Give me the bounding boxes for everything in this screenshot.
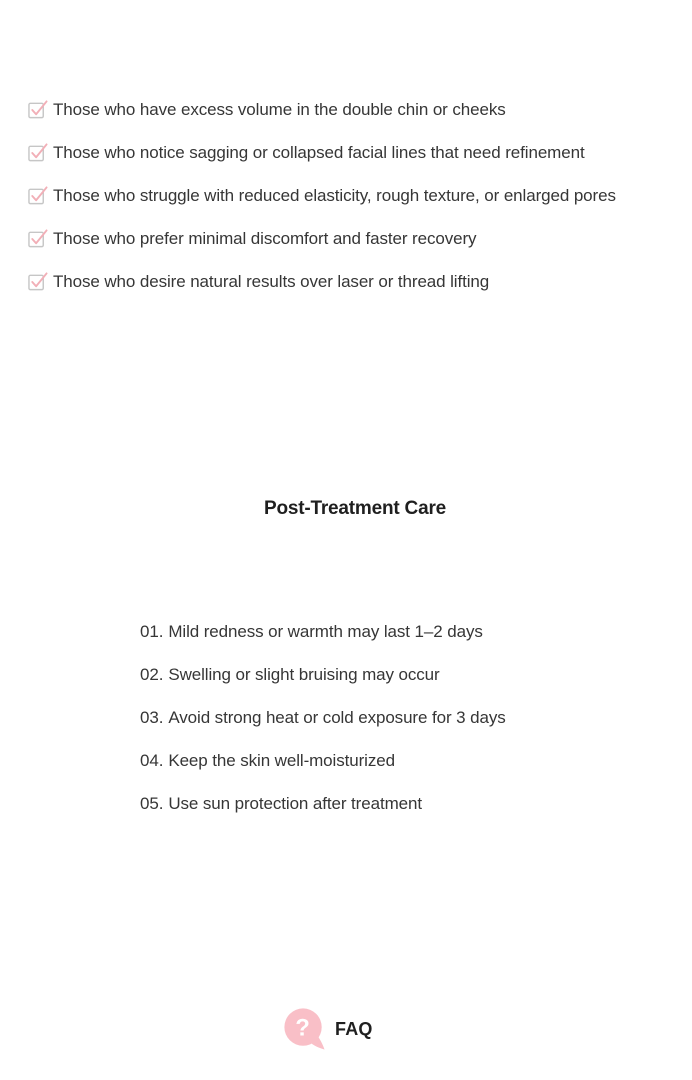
checklist-item	[28, 186, 616, 206]
care-item-number: 05.	[140, 794, 164, 813]
post-care-list	[140, 622, 506, 814]
care-item	[140, 708, 506, 728]
care-item-number: 03.	[140, 708, 164, 727]
checkbox-check-icon	[28, 100, 48, 120]
checkbox-check-icon	[28, 143, 48, 163]
checklist-item	[28, 229, 616, 249]
checklist-item-label: Those who notice sagging or collapsed facial lines that need refinement	[53, 143, 585, 162]
checklist-item	[28, 100, 616, 120]
care-item-number: 02.	[140, 665, 164, 684]
care-item-number: 01.	[140, 622, 164, 641]
checklist-item	[28, 143, 616, 163]
checklist-item-label: Those who prefer minimal discomfort and faster recovery	[53, 229, 477, 248]
care-item	[140, 665, 506, 685]
question-mark-glyph: ?	[295, 1014, 310, 1042]
checkbox-check-icon	[28, 229, 48, 249]
post-care-title: Post-Treatment Care	[263, 498, 447, 519]
suitability-checklist	[28, 100, 616, 292]
care-item-text: Use sun protection after treatment	[168, 794, 422, 813]
care-item	[140, 751, 506, 771]
checkbox-check-icon	[28, 272, 48, 292]
question-bubble-icon	[282, 1007, 326, 1051]
care-item-number: 04.	[140, 751, 164, 770]
checklist-item	[28, 272, 616, 292]
care-item-text: Swelling or slight bruising may occur	[168, 665, 440, 684]
faq-section	[282, 1007, 373, 1051]
checklist-item-label: Those who have excess volume in the double chin or cheeks	[53, 100, 506, 119]
faq-label: FAQ	[335, 1018, 373, 1039]
care-item-text: Avoid strong heat or cold exposure for 3 days	[168, 708, 506, 727]
care-item-text: Keep the skin well-moisturized	[168, 751, 395, 770]
care-item-text: Mild redness or warmth may last 1–2 days	[168, 622, 483, 641]
care-item	[140, 794, 506, 814]
care-item	[140, 622, 506, 642]
checkbox-check-icon	[28, 186, 48, 206]
checklist-item-label: Those who desire natural results over laser or thread lifting	[53, 272, 490, 291]
checklist-item-label: Those who struggle with reduced elasticity, rough texture, or enlarged pores	[53, 186, 616, 205]
